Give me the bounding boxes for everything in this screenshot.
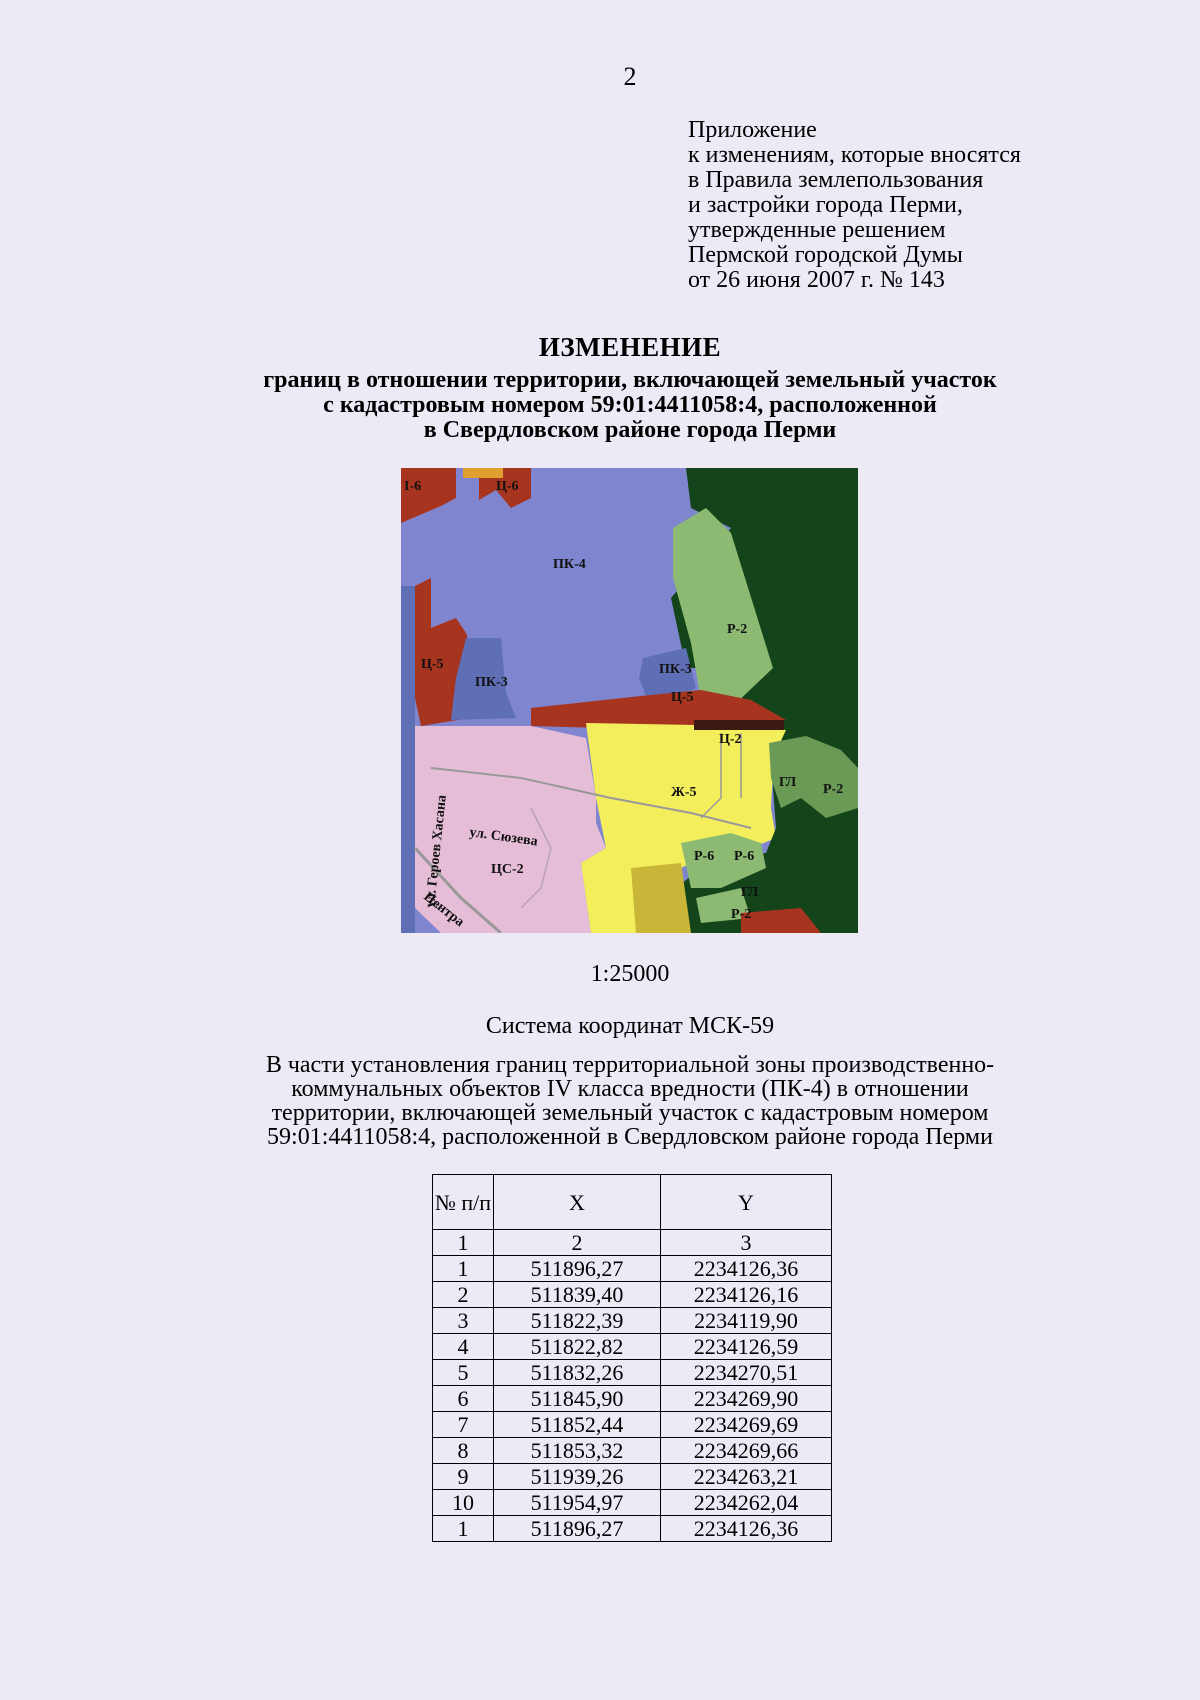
table-row bbox=[433, 1256, 832, 1282]
table-subheader-row bbox=[433, 1230, 832, 1256]
cadastral-plot bbox=[694, 720, 784, 730]
label-r2-top: Р-2 bbox=[727, 622, 748, 637]
cell-number: 9 bbox=[433, 1464, 494, 1490]
label-zh5: Ж-5 bbox=[671, 785, 697, 800]
cell-number: 7 bbox=[433, 1412, 494, 1438]
table-body bbox=[433, 1230, 832, 1542]
table-row bbox=[433, 1386, 832, 1412]
cell-number: 4 bbox=[433, 1334, 494, 1360]
table-row bbox=[433, 1516, 832, 1542]
cell-number: 5 bbox=[433, 1360, 494, 1386]
cell-x: 511954,97 bbox=[494, 1490, 661, 1516]
table-row bbox=[433, 1308, 832, 1334]
table-header-row bbox=[433, 1175, 832, 1230]
label-c5-mid: Ц-5 bbox=[671, 690, 694, 705]
cell-x: 511839,40 bbox=[494, 1282, 661, 1308]
page-number: 2 bbox=[623, 62, 637, 91]
label-centr: Центра bbox=[420, 889, 467, 931]
label-gl: ГЛ bbox=[779, 775, 797, 790]
appendix-line: к изменениям, которые вносятся bbox=[688, 142, 1021, 168]
zoning-map-svg bbox=[401, 468, 858, 933]
table-row bbox=[433, 1282, 832, 1308]
label-r6-b: Р-6 bbox=[734, 849, 755, 864]
document-title: ИЗМЕНЕНИЕ bbox=[538, 332, 722, 362]
cell-number: 3 bbox=[433, 1308, 494, 1334]
subheader-cell: 1 bbox=[433, 1230, 494, 1256]
label-r2-bottom: Р-2 bbox=[731, 907, 752, 922]
table-row bbox=[433, 1490, 832, 1516]
label-c5-left: Ц-5 bbox=[421, 657, 444, 672]
cell-y: 2234126,16 bbox=[661, 1282, 832, 1308]
cell-x: 511853,32 bbox=[494, 1438, 661, 1464]
label-i6: I-6 bbox=[404, 479, 422, 494]
label-r6-a: Р-6 bbox=[694, 849, 715, 864]
label-c2: Ц-2 bbox=[719, 732, 742, 747]
appendix-line: Приложение bbox=[688, 117, 817, 143]
cell-x: 511939,26 bbox=[494, 1464, 661, 1490]
subheader-cell: 3 bbox=[661, 1230, 832, 1256]
cell-x: 511822,39 bbox=[494, 1308, 661, 1334]
cell-number: 6 bbox=[433, 1386, 494, 1412]
table-row bbox=[433, 1438, 832, 1464]
description-line: 59:01:4411058:4, расположенной в Свердловском районе города Перми bbox=[267, 1124, 993, 1150]
label-cs2: ЦС-2 bbox=[491, 862, 524, 877]
zoning-map bbox=[401, 468, 858, 933]
table-row bbox=[433, 1464, 832, 1490]
cell-y: 2234270,51 bbox=[661, 1360, 832, 1386]
cell-x: 511832,26 bbox=[494, 1360, 661, 1386]
cell-x: 511845,90 bbox=[494, 1386, 661, 1412]
description bbox=[0, 1053, 1200, 1149]
cell-y: 2234119,90 bbox=[661, 1308, 832, 1334]
label-c6: Ц-6 bbox=[496, 479, 519, 494]
cell-number: 1 bbox=[433, 1516, 494, 1542]
document-subtitle bbox=[0, 368, 1200, 443]
cell-number: 10 bbox=[433, 1490, 494, 1516]
appendix-line: от 26 июня 2007 г. № 143 bbox=[688, 267, 945, 293]
table-row bbox=[433, 1412, 832, 1438]
label-gl-bottom: ГЛ bbox=[741, 885, 759, 900]
subheader-cell: 2 bbox=[494, 1230, 661, 1256]
coordinates-table bbox=[432, 1174, 832, 1542]
label-pk3-right: ПК-3 bbox=[659, 662, 692, 677]
cell-y: 2234126,59 bbox=[661, 1334, 832, 1360]
label-pk4: ПК-4 bbox=[553, 557, 586, 572]
cell-number: 8 bbox=[433, 1438, 494, 1464]
cell-y: 2234269,66 bbox=[661, 1438, 832, 1464]
appendix-note bbox=[688, 118, 1021, 293]
header-number: № п/п bbox=[433, 1175, 494, 1230]
cell-y: 2234269,90 bbox=[661, 1386, 832, 1412]
description-line: территории, включающей земельный участок с кадастровым номером bbox=[271, 1100, 989, 1126]
cell-y: 2234126,36 bbox=[661, 1256, 832, 1282]
map-scale: 1:25000 bbox=[590, 961, 670, 987]
subtitle-line: в Свердловском районе города Перми bbox=[423, 417, 837, 443]
header-x: X bbox=[494, 1175, 661, 1230]
appendix-line: и застройки города Перми, bbox=[688, 192, 963, 218]
zone-olive bbox=[631, 863, 691, 933]
appendix-line: утвержденные решением bbox=[688, 217, 946, 243]
cell-x: 511896,27 bbox=[494, 1516, 661, 1542]
cell-y: 2234262,04 bbox=[661, 1490, 832, 1516]
cell-number: 1 bbox=[433, 1256, 494, 1282]
cell-y: 2234269,69 bbox=[661, 1412, 832, 1438]
cell-number: 2 bbox=[433, 1282, 494, 1308]
cell-x: 511822,82 bbox=[494, 1334, 661, 1360]
description-line: коммунальных объектов IV класса вредности (ПК-4) в отношении bbox=[291, 1076, 969, 1102]
header-y: Y bbox=[661, 1175, 832, 1230]
label-pk3-left: ПК-3 bbox=[475, 675, 508, 690]
zone-orange-strip bbox=[463, 468, 503, 478]
label-street-syuzeva: ул. Сюзева bbox=[468, 825, 539, 850]
description-line: В части установления границ территориальной зоны производственно- bbox=[265, 1052, 995, 1078]
table-row bbox=[433, 1360, 832, 1386]
appendix-line: в Правила землепользования bbox=[688, 167, 984, 193]
subtitle-line: границ в отношении территории, включающей земельный участок bbox=[263, 367, 997, 393]
table-row bbox=[433, 1334, 832, 1360]
cell-x: 511896,27 bbox=[494, 1256, 661, 1282]
appendix-line: Пермской городской Думы bbox=[688, 242, 963, 268]
coordinate-system: Система координат МСК-59 bbox=[485, 1013, 775, 1039]
subtitle-line: с кадастровым номером 59:01:4411058:4, расположенной bbox=[323, 392, 937, 418]
zone-left-strip bbox=[401, 586, 415, 933]
label-street-geroev: ул. Героев Хасана bbox=[423, 794, 450, 909]
label-r2-right: Р-2 bbox=[823, 782, 844, 797]
cell-y: 2234263,21 bbox=[661, 1464, 832, 1490]
cell-x: 511852,44 bbox=[494, 1412, 661, 1438]
cell-y: 2234126,36 bbox=[661, 1516, 832, 1542]
